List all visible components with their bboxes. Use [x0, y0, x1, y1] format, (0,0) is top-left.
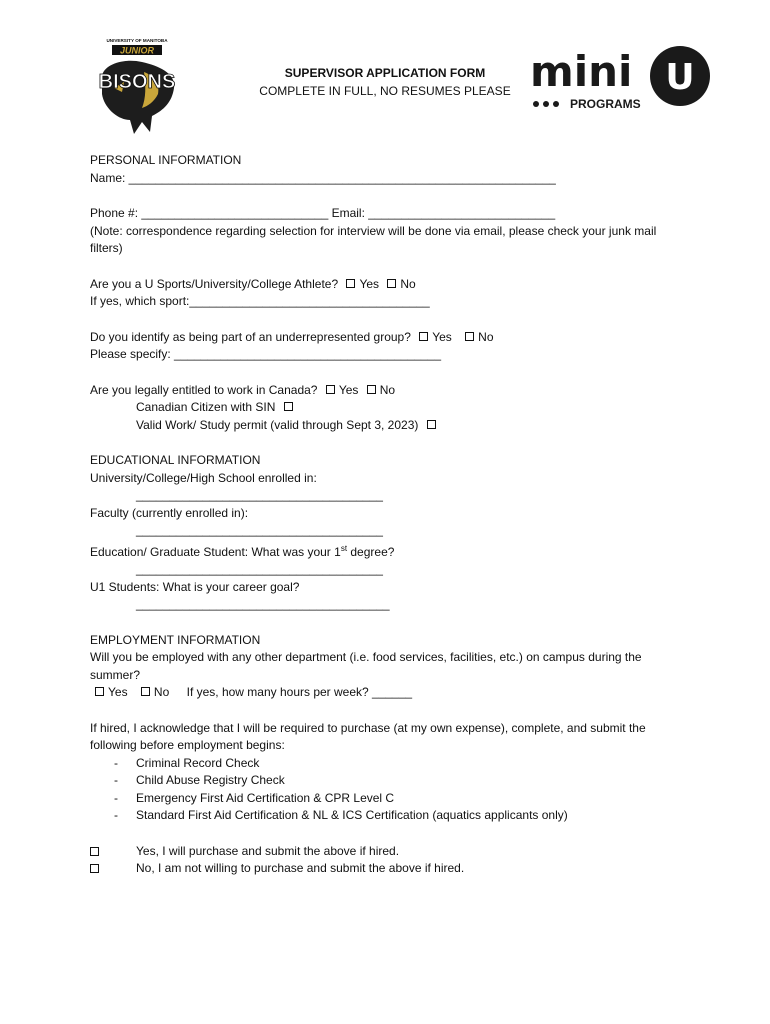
requirement-label: Emergency First Aid Certification & CPR Level C [136, 790, 395, 805]
requirement-item [90, 755, 690, 773]
name-field[interactable]: Name: ________________________________________________________________ [90, 170, 556, 185]
employment-no-checkbox[interactable] [141, 687, 150, 696]
sport-field[interactable]: If yes, which sport:____________________________________ [90, 294, 430, 308]
athlete-no-label: No [400, 276, 416, 291]
specify-field[interactable]: Please specify: ________________________________________ [90, 347, 441, 361]
faculty-label: Faculty (currently enrolled in): [90, 505, 249, 520]
svg-text:JUNIOR: JUNIOR [119, 45, 155, 56]
underrep-yes-checkbox[interactable] [419, 332, 428, 341]
svg-text:U: U [665, 57, 695, 98]
form-subtitle: COMPLETE IN FULL, NO RESUMES PLEASE [259, 84, 511, 98]
list-dash: - [114, 808, 118, 822]
employment-no-label: No [153, 685, 170, 699]
email-note: (Note: correspondence regarding selection for interview will be done via email, please check your junk mail filters) [90, 223, 657, 255]
form-header [240, 64, 530, 100]
grad-label-superscript: st [340, 543, 348, 553]
work-question [90, 382, 690, 400]
athlete-yes-checkbox[interactable] [346, 279, 355, 288]
disagree-checkbox[interactable] [90, 864, 99, 873]
form-body [90, 152, 690, 878]
phone-email-field[interactable]: Phone #: ____________________________ Email: ____________________________ [90, 206, 556, 220]
acknowledgement-intro: If hired, I acknowledge that I will be required to purchase (at my own expense), complete, and submit the following before employment begins: [90, 720, 646, 752]
grad-label-end: degree? [347, 544, 395, 559]
permit-checkbox[interactable] [427, 420, 436, 429]
agree-checkbox[interactable] [90, 847, 99, 856]
disagree-option [90, 860, 690, 878]
grad-degree-field[interactable]: _____________________________________ [136, 562, 383, 576]
school-label: University/College/High School enrolled in: [90, 470, 317, 485]
requirement-item [90, 772, 690, 790]
junior-bisons-logo [94, 36, 180, 138]
requirement-label: Criminal Record Check [136, 755, 260, 770]
list-dash: - [114, 773, 118, 787]
citizen-label: Canadian Citizen with SIN [136, 400, 276, 414]
other-employment-answer [90, 684, 690, 702]
svg-text:UNIVERSITY OF MANITOBA: UNIVERSITY OF MANITOBA [106, 38, 168, 43]
employment-yes-label: Yes [108, 685, 128, 699]
list-dash: - [114, 755, 118, 770]
faculty-field[interactable]: _____________________________________ [136, 523, 383, 537]
disagree-label: No, I am not willing to purchase and submit the above if hired. [136, 861, 465, 875]
permit-option [90, 417, 690, 435]
permit-label: Valid Work/ Study permit (valid through Sept 3, 2023) [136, 417, 419, 432]
career-goal-label: U1 Students: What is your career goal? [90, 579, 300, 594]
work-no-label: No [379, 382, 396, 397]
form-title: SUPERVISOR APPLICATION FORM [284, 66, 486, 80]
hours-field[interactable]: If yes, how many hours per week? ______ [186, 685, 413, 699]
work-question-label: Are you legally entitled to work in Canada? [90, 382, 318, 397]
school-field[interactable]: _____________________________________ [136, 488, 383, 502]
work-no-checkbox[interactable] [367, 385, 376, 394]
svg-text:mini: mini [530, 47, 633, 96]
employment-heading: EMPLOYMENT INFORMATION [90, 632, 261, 647]
underrep-no-checkbox[interactable] [465, 332, 474, 341]
requirement-item [90, 807, 690, 825]
athlete-question-label: Are you a U Sports/University/College Athlete? [90, 276, 339, 291]
grad-label-text: Education/ Graduate Student: What was your 1 [90, 544, 341, 559]
requirement-label: Standard First Aid Certification & NL & ICS Certification (aquatics applicants only) [136, 808, 568, 822]
underrep-question-label: Do you identify as being part of an underrepresented group? [90, 329, 411, 344]
citizen-option [90, 399, 690, 417]
athlete-no-checkbox[interactable] [387, 279, 396, 288]
personal-heading: PERSONAL INFORMATION [90, 153, 242, 167]
career-goal-field[interactable]: ______________________________________ [136, 597, 390, 611]
employment-yes-checkbox[interactable] [95, 687, 104, 696]
grad-degree-label [90, 540, 690, 562]
svg-text:PROGRAMS: PROGRAMS [570, 97, 641, 111]
education-heading: EDUCATIONAL INFORMATION [90, 453, 261, 467]
athlete-question [90, 276, 690, 294]
requirement-label: Child Abuse Registry Check [136, 773, 285, 787]
work-yes-label: Yes [338, 382, 359, 397]
agree-option [90, 843, 690, 861]
citizen-checkbox[interactable] [284, 402, 293, 411]
requirement-item [90, 790, 690, 808]
underrep-no-label: No [478, 329, 494, 344]
svg-text:BISONS: BISONS [98, 71, 176, 93]
underrep-yes-label: Yes [432, 329, 452, 344]
list-dash: - [114, 790, 118, 805]
work-yes-checkbox[interactable] [326, 385, 335, 394]
athlete-yes-label: Yes [359, 276, 380, 291]
other-employment-question: Will you be employed with any other department (i.e. food services, facilities, etc.) on campus during the summer? [90, 650, 642, 682]
agree-label: Yes, I will purchase and submit the above if hired. [136, 843, 400, 858]
miniu-programs-logo [530, 46, 714, 118]
underrep-question [90, 329, 690, 347]
